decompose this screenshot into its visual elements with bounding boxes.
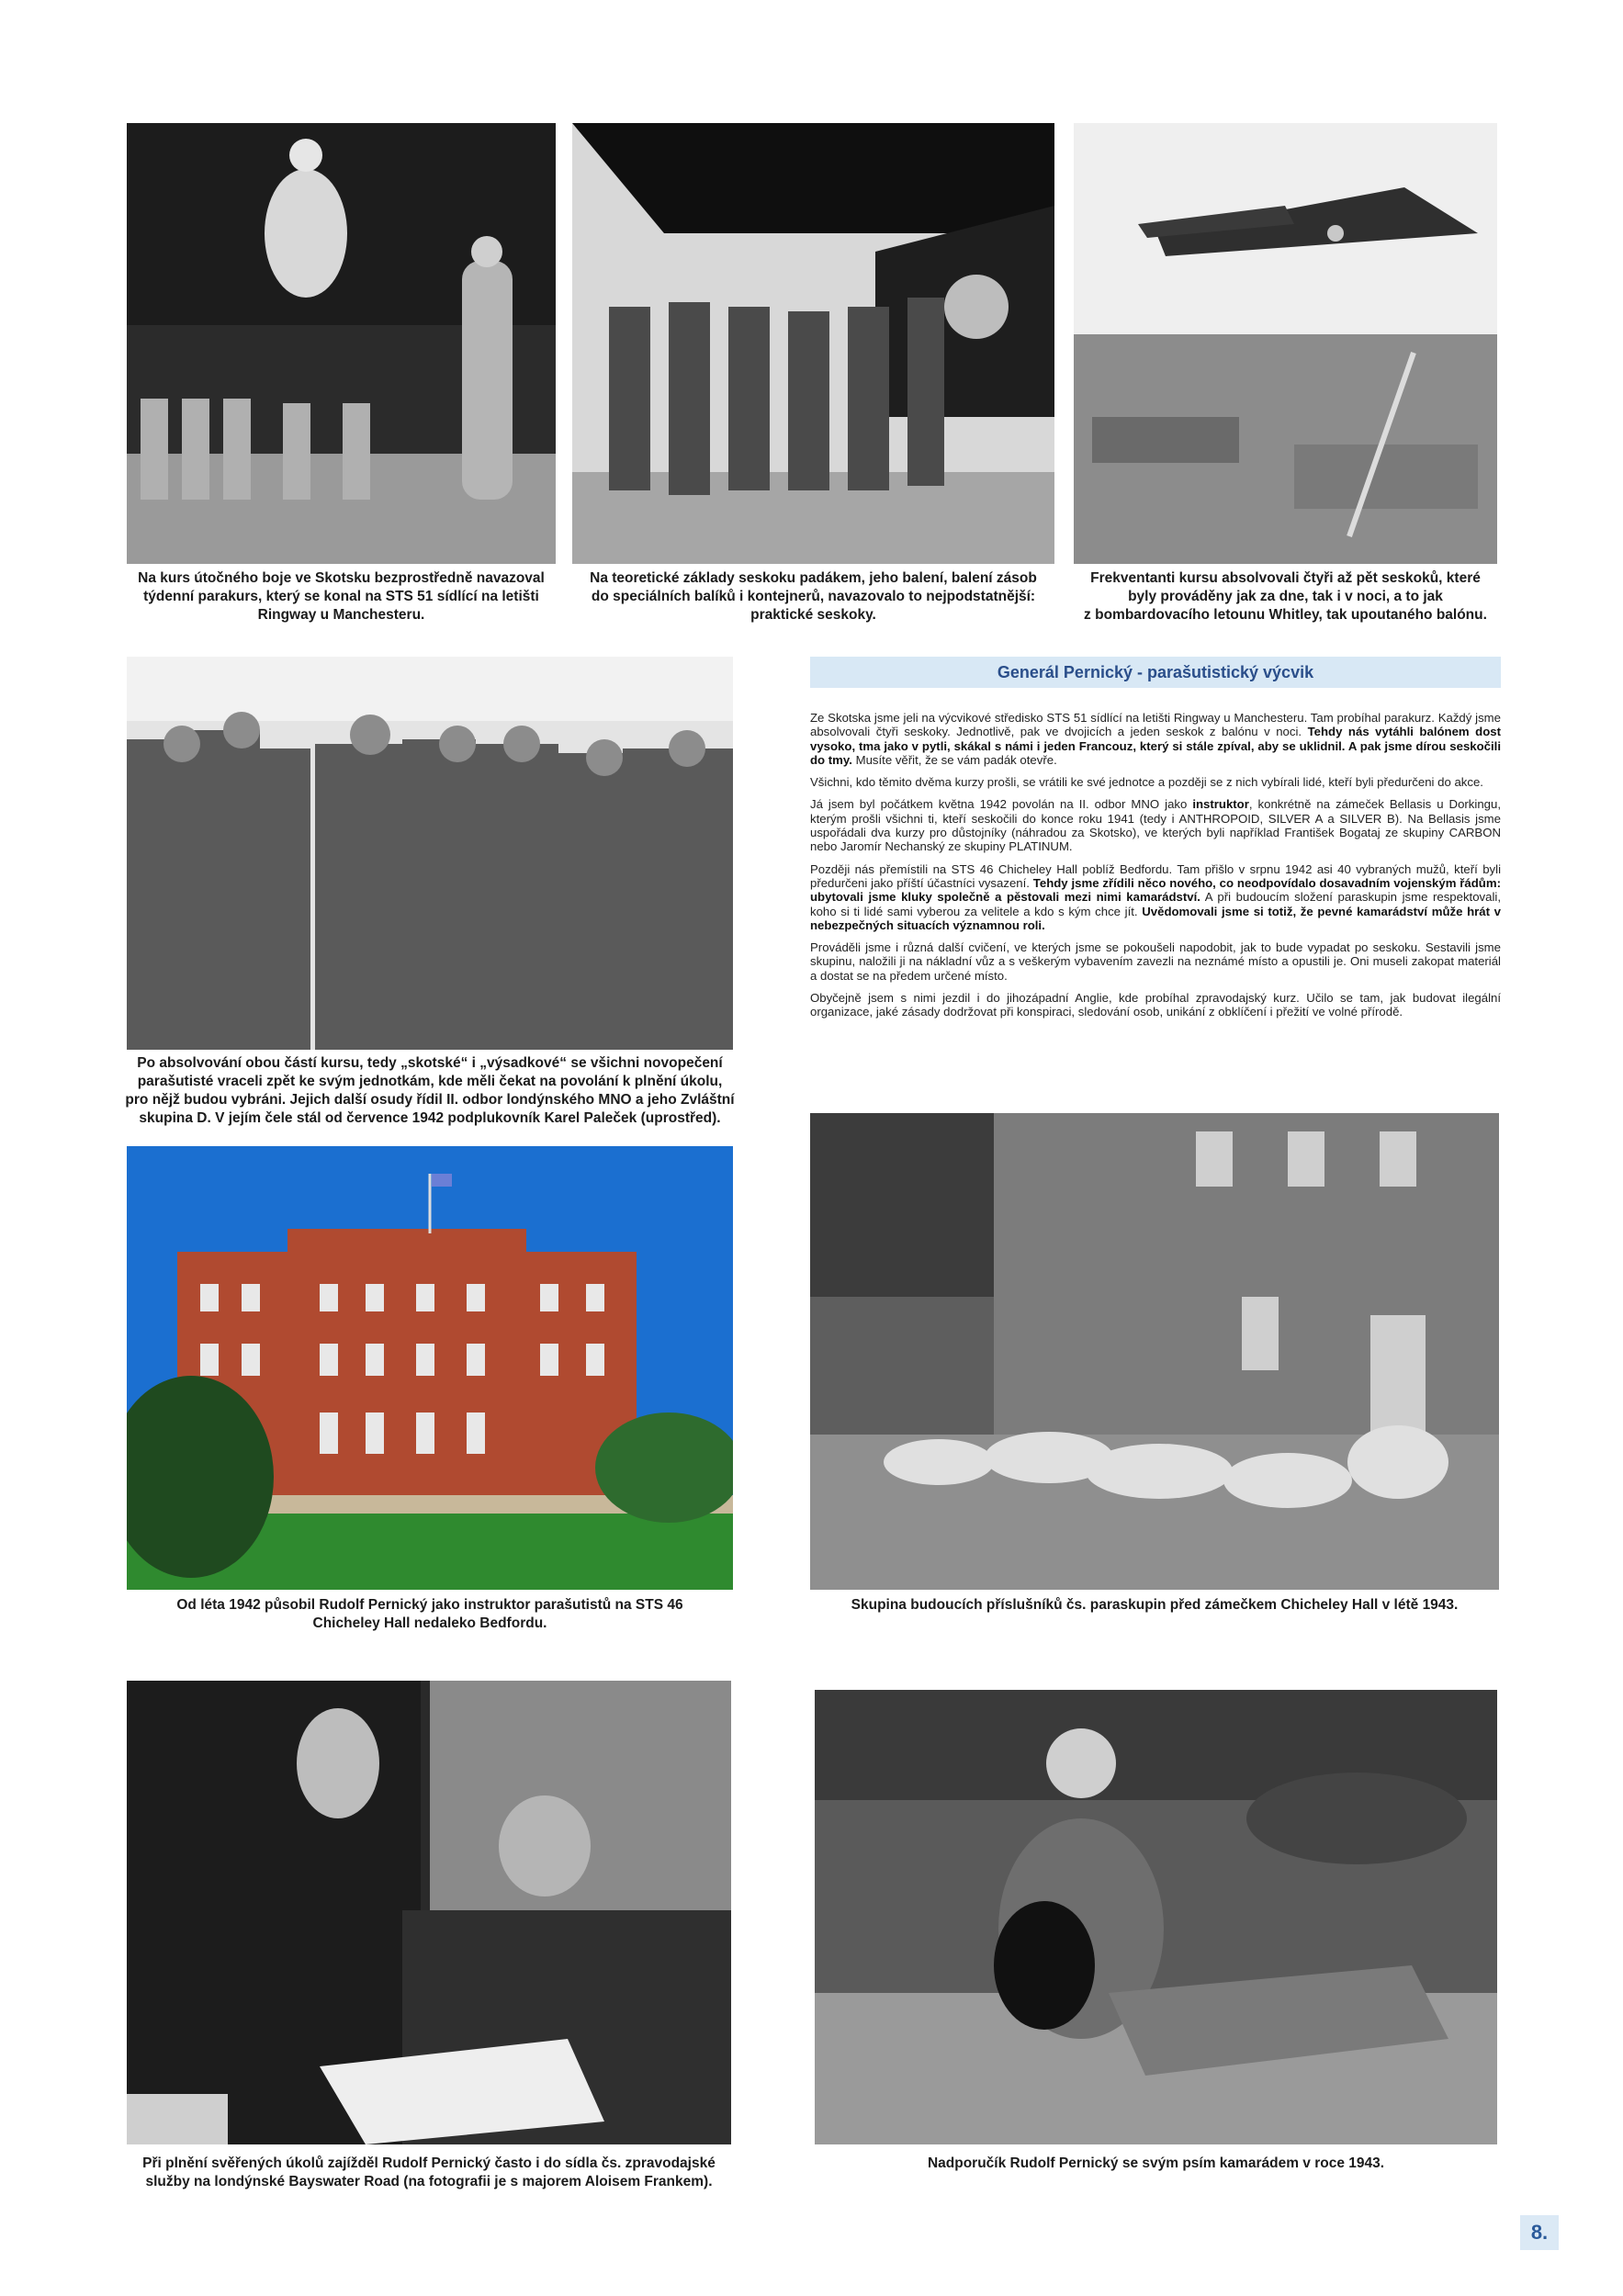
text-run: Ze Skotska jsme jeli na výcvikové středisko STS 51 sídlící na letišti Ringway u Manchesteru. Tam probíhal parakurz. Každý jsme absolvovali čtyři seskoky. Jednotlivě, pak ve dvojicích a jeden seskok z balónu v noci. bbox=[810, 711, 1501, 739]
caption-line: z bombardovacího letounu Whitley, tak upoutaného balónu. bbox=[1084, 607, 1487, 623]
caption-line: parašutisté vraceli zpět ke svým jednotkám, kde měli čekat na povolání k plnění úkolu, bbox=[137, 1074, 723, 1089]
caption-line: Po absolvování obou částí kursu, tedy „skotské“ i „výsadkové“ se všichni novopečení bbox=[137, 1055, 723, 1071]
caption-line: Skupina budoucích příslušníků čs. paraskupin před zámečkem Chicheley Hall v létě 1943. bbox=[851, 1597, 1459, 1613]
article-paragraph: Prováděli jsme i různá další cvičení, ve kterých jsme se pokoušeli napodobit, jak to bude vypadat po seskoku. Sestavili jsme skupinu, naložili ji na nákladní vůz a s veškerým vybavením zavezli na neznámé místo a opustili je. Oni museli zakopat materiál a dostat se na předem určené místo. bbox=[810, 940, 1501, 983]
article-paragraph bbox=[810, 862, 1501, 932]
photo-chicheley-hall bbox=[127, 1146, 733, 1590]
caption-pernicky-frank bbox=[118, 2155, 740, 2191]
text-run-bold: instruktor bbox=[1192, 797, 1249, 812]
text-run: Já jsem byl počátkem května 1942 povolán na II. odbor MNO jako bbox=[810, 797, 1193, 812]
caption-line: pro nějž budou vybráni. Jejich další osudy řídil II. odbor londýnského MNO a jeho Zvláštní bbox=[125, 1092, 735, 1108]
section-title: Generál Pernický - parašutistický výcvik bbox=[810, 657, 1501, 688]
caption-group-lawn bbox=[801, 1596, 1508, 1615]
caption-line: Na kurs útočného boje ve Skotsku bezprostředně navazoval bbox=[138, 570, 545, 586]
caption-line: byly prováděny jak za dne, tak i v noci, a to jak bbox=[1128, 589, 1443, 604]
photo-jump-training bbox=[127, 123, 556, 564]
article-paragraph bbox=[810, 797, 1501, 853]
text-run: Později nás přemístili na STS 46 Chicheley Hall poblíž Bedfordu. Tam přišlo v srpnu 1942 asi 40 vybraných mužů, kteří byli předurčeni jako příští účastníci vysazení. bbox=[810, 861, 1501, 890]
caption-line: Frekventanti kursu absolvovali čtyři až pět seskoků, které bbox=[1090, 570, 1481, 586]
photo-pernicky-frank bbox=[127, 1681, 731, 2144]
caption-whitley-bomber bbox=[1065, 569, 1506, 625]
page-number: 8. bbox=[1520, 2215, 1559, 2250]
photo-whitley-bomber bbox=[1074, 123, 1497, 564]
caption-soldiers-group bbox=[118, 1054, 742, 1128]
caption-line: Ringway u Manchesteru. bbox=[257, 607, 425, 623]
caption-line: služby na londýnské Bayswater Road (na fotografii je s majorem Aloisem Frankem). bbox=[145, 2174, 713, 2189]
text-run-bold: Uvědomovali jsme si totiž, že pevné kamarádství může hrát v nebezpečných situacích významnou roli. bbox=[810, 904, 1501, 932]
caption-line: praktické seskoky. bbox=[750, 607, 876, 623]
text-run-bold: Tehdy jsme zřídili něco nového, co neodpovídalo dosavadním vojenským řádům: ubytovali jsme kluky společně a pěstovali mezi nimi kamarádství. bbox=[810, 875, 1501, 905]
photo-pernicky-dog bbox=[815, 1690, 1497, 2144]
caption-line: do speciálních balíků i kontejnerů, navazovalo to nejpodstatnější: bbox=[591, 589, 1036, 604]
caption-pernicky-dog bbox=[806, 2155, 1506, 2173]
caption-line: Chicheley Hall nedaleko Bedfordu. bbox=[312, 1615, 547, 1631]
caption-line: týdenní parakurs, který se konal na STS 51 sídlící na letišti bbox=[143, 589, 539, 604]
caption-line: Od léta 1942 působil Rudolf Pernický jako instruktor parašutistů na STS 46 bbox=[176, 1597, 683, 1613]
caption-line: skupina D. V jejím čele stál od července 1942 podplukovník Karel Paleček (uprostřed). bbox=[139, 1110, 721, 1126]
photo-group-lawn bbox=[810, 1113, 1499, 1590]
caption-boarding-aircraft bbox=[563, 569, 1064, 625]
caption-chicheley-hall bbox=[118, 1596, 742, 1633]
caption-line: Nadporučík Rudolf Pernický se svým psím kamarádem v roce 1943. bbox=[927, 2155, 1385, 2171]
text-run-bold: Tehdy nás vytáhli balónem dost vysoko, tma jako v pytli, skákal s námi i jeden Francouz, který si stále zpíval, aby se uklidnil. A pak jsme dírou seskočili do tmy. bbox=[810, 725, 1501, 767]
article-paragraph: Všichni, kdo těmito dvěma kurzy prošli, se vrátili ke své jednotce a později se z nich vybírali lidé, kteří byli předurčeni do akce. bbox=[810, 775, 1483, 790]
photo-boarding-aircraft bbox=[572, 123, 1054, 564]
article-text bbox=[810, 711, 1501, 1028]
article-paragraph: Obyčejně jsem s nimi jezdil i do jihozápadní Anglie, kde probíhal zpravodajský kurz. Učilo se tam, jak budovat ilegální organizace, jaké zásady dodržovat při konspiraci, sledování osob, unikání z obklíčení i přežití ve volné přírodě. bbox=[810, 991, 1501, 1019]
caption-line: Na teoretické základy seskoku padákem, jeho balení, balení zásob bbox=[590, 570, 1037, 586]
photo-soldiers-group bbox=[127, 657, 733, 1050]
text-run: , konkrétně na zámeček Bellasis u Dorkingu, kterým prošli všichni ti, kteří seskočili do konce roku 1941 (tedy i ANTHROPOID, SILVER A a SILVER B). Na Bellasis jsme uspořádali dva kurzy pro důstojníky (náhradou za Skotsko), ve kterých byli například František Bogataj ze skupiny CARBON nebo Jaromír Nechanský ze skupiny PLATINUM. bbox=[810, 797, 1501, 854]
text-run: Musíte věřit, že se vám padák otevře. bbox=[851, 752, 1057, 767]
text-run: A při budoucím složení paraskupin jsme respektovali, koho si ti lidé sami vyberou za velitele a kdo s kým chce jít. bbox=[810, 890, 1502, 918]
caption-jump-training bbox=[118, 569, 565, 625]
article-paragraph bbox=[810, 711, 1501, 767]
caption-line: Při plnění svěřených úkolů zajížděl Rudolf Pernický často i do sídla čs. zpravodajské bbox=[142, 2155, 716, 2171]
